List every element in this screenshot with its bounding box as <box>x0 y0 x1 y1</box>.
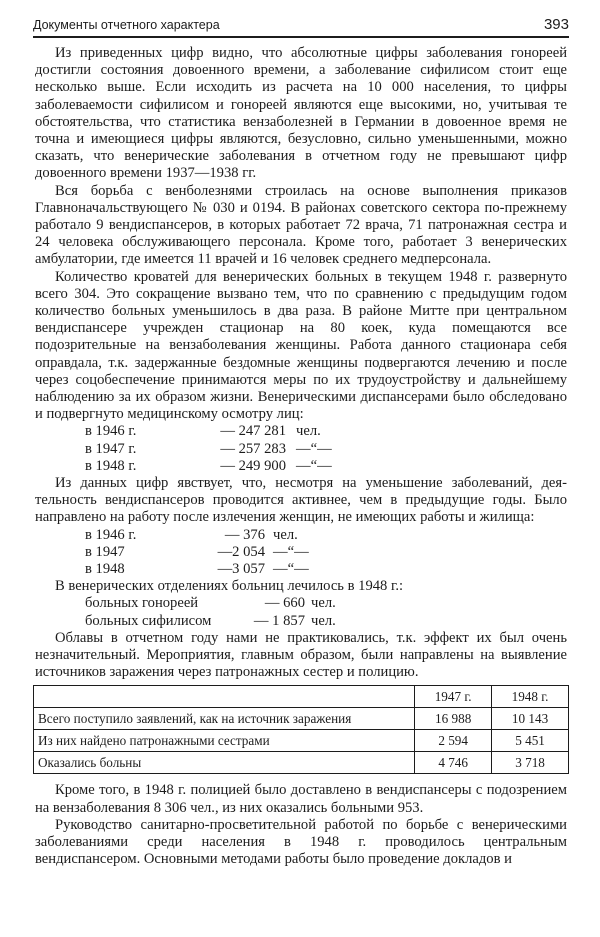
list-label: больных гонореей <box>85 595 199 612</box>
paragraph-6: Облавы в отчетном году нами не практиковались, т.к. эффект их был очень незначительный. Мероприятия, главным образом, были направлены на выявление источников заражения через патронажных сестер и полицию. <box>35 629 567 681</box>
paragraph-5: В венерических отделениях больниц лечилось в 1948 г.: <box>55 578 404 595</box>
list-value: — 660 <box>264 595 305 612</box>
page-number: 393 <box>543 16 569 33</box>
list-unit: —“— <box>273 561 309 578</box>
list-item <box>35 441 567 458</box>
examined-list <box>35 423 567 475</box>
paragraph-3: Количество кроватей для венерических больных в текущем 1948 г. развернуто всего 304. Это сокращение вызвано тем, что по сравнению с предыдущим годом количество больных уменьшилось в два раза. В районе Митте при центральном вендиспансере учрежден стационар на 80 коек, куда помещаются все подозрительные на вензаболевания женщины. Работа данного стационара себя оправдала, т.к. задержанные бездомные женщины подвергаются лечению и после через соцобеспечение принимаются меры по их трудоустройству и дальнейшему наблюдению за их образом жизни. Венерическими диспансерами было обследовано и подвергнуто медицинскому осмотру лиц: <box>35 268 567 423</box>
list-item <box>35 561 567 578</box>
list-unit: —“— <box>273 543 309 560</box>
list-item <box>35 544 567 561</box>
employed-list <box>35 527 567 579</box>
running-header <box>33 16 569 38</box>
table-cell: 2 594 <box>415 730 492 752</box>
table-cell-label: Из них найдено патронажными сестрами <box>34 730 415 752</box>
list-year: в 1947 г. <box>85 440 137 457</box>
list-item <box>35 458 567 475</box>
list-value: —3 057 <box>217 561 265 578</box>
table-row <box>34 708 569 730</box>
list-value: — 376 <box>224 526 265 543</box>
list-unit: чел. <box>296 423 321 440</box>
paragraph-7: Кроме того, в 1948 г. полицией было доставлено в вендиспансеры с подозрением на вензаболевания 8 306 чел., из них оказались больными 953. <box>35 782 567 816</box>
list-unit: —“— <box>296 440 332 457</box>
list-value: —2 054 <box>217 543 265 560</box>
paragraph-2: Вся борьба с венболезнями строилась на основе выполнения приказов Главноначальствующего № 030 и 0194. В районах советского сектора по-прежнему работало 9 вендиспансеров, в которых работает 72 врача, 71 патронажная сестра и 24 человека обслуживающего персонала. Кроме того, работает 3 венерических амбулатории, где имеется 11 врачей и 16 человек среднего медперсонала. <box>35 182 567 268</box>
list-year: в 1948 г. <box>85 457 137 474</box>
table-row <box>34 752 569 774</box>
header-title: Документы отчетного характера <box>33 18 220 32</box>
list-item <box>35 527 567 544</box>
paragraph-8: Руководство санитарно-просветительной работой по борьбе с венерическими заболеваниями среди населения в 1948 г. проводилось центральным вендиспансером. Основными методами работы было проведение докладов и <box>35 816 567 868</box>
hospital-list <box>35 595 567 629</box>
paragraph-1: Из приведенных цифр видно, что абсолютные цифры заболевания гонореей достигли состояния довоенного времени, а заболевание сифилисом стоит еще несколько выше. Если исходить из расчета на 10 000 населения, то цифры заболеваемости сифилисом и гонореей являются еще высокими, но, учитывая те обстоятельства, что статистика вензаболезней в Германии в довоенное время не точна и имеющиеся цифры являются, безусловно, сильно уменьшенными, можно сказать, что венерические заболевания в отчетном году не превышают цифр довоенного времени 1937—1938 гг. <box>35 45 567 182</box>
list-label: больных сифилисом <box>85 612 212 629</box>
list-unit: чел. <box>311 612 336 629</box>
list-value: — 247 281 <box>220 423 286 440</box>
list-year: в 1947 <box>85 543 125 560</box>
statistics-table <box>33 685 569 774</box>
list-item <box>35 423 567 440</box>
table-cell: 4 746 <box>415 752 492 774</box>
table-cell: 5 451 <box>492 730 569 752</box>
list-unit: чел. <box>311 595 336 612</box>
table-header-row <box>34 686 569 708</box>
list-unit: чел. <box>273 526 298 543</box>
list-value: — 257 283 <box>220 440 286 457</box>
table-row <box>34 730 569 752</box>
page-body <box>35 45 567 868</box>
list-item <box>35 613 567 630</box>
list-year: в 1946 г. <box>85 526 137 543</box>
paragraph-4: Из данных цифр явствует, что, несмотря на уменьшение заболеваний, деятельность вендиспансеров проводится активнее, чем в предыдущие годы. Было направлено на работу после излечения женщин, не имеющих работы и жилища: <box>35 475 567 526</box>
list-year: в 1946 г. <box>85 423 137 440</box>
list-unit: —“— <box>296 457 332 474</box>
list-value: — 1 857 <box>253 612 305 629</box>
table-header-cell: 1948 г. <box>492 686 569 708</box>
table-header-cell: 1947 г. <box>415 686 492 708</box>
table-cell-label: Оказались больны <box>34 752 415 774</box>
list-value: — 249 900 <box>220 457 286 474</box>
table-cell: 3 718 <box>492 752 569 774</box>
table-cell: 16 988 <box>415 708 492 730</box>
table-cell: 10 143 <box>492 708 569 730</box>
list-item <box>35 595 567 612</box>
table-cell-label: Всего поступило заявлений, как на источник заражения <box>34 708 415 730</box>
list-year: в 1948 <box>85 561 125 578</box>
table-header-cell <box>34 686 415 708</box>
